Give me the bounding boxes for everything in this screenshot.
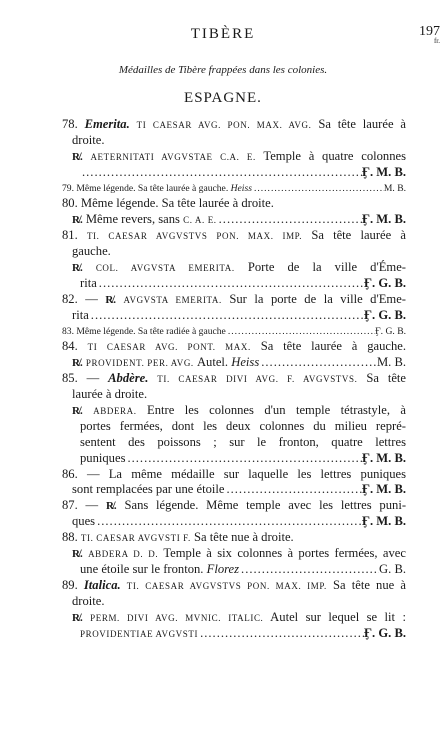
- reverse-mark: R̸.: [72, 150, 83, 163]
- page-number: [419, 26, 440, 45]
- entry-83: 83. Même légende. Sa tête radiée à gauche ..... Ӻ. G. B.: [62, 324, 406, 340]
- entry-88-reverse: R̸. ABDERA D. D. Temple à six colonnes à portes fermées, avec: [72, 546, 406, 561]
- entry-89-reverse: R̸. PERM. DIVI AVG. MVNIC. ITALIC. Autel sur lequel se lit :: [72, 609, 406, 624]
- page-number-note: fr.: [433, 37, 440, 45]
- entry-84: 84. TI CAESAR AVG. PONT. MAX. Sa tête laurée à gauche.: [62, 339, 406, 354]
- entry-85-line-5: sentent des poissons ; sur le fronton, quatre lettres: [80, 434, 406, 449]
- entry-81-reverse: R̸. COL. AVGVSTA EMERITA. Porte de la ville d'Éme-: [72, 260, 406, 275]
- legend: TI CAESAR AVG. PON. MAX. AVG.: [136, 120, 312, 130]
- entry-89-line-2: droite.: [72, 593, 105, 608]
- chapter-subtitle: Médailles de Tibère frappées dans les colonies.: [118, 64, 328, 76]
- entry-82-value: rita ..... Ӻ. G. B.: [62, 308, 406, 324]
- entry-89-value: PROVIDENTIAE AVGVSTI ..... Ӻ. G. B.: [62, 626, 406, 642]
- entry-86-line-1: 86. — La même médaille sur laquelle les lettres puniques: [62, 466, 406, 481]
- entry-79: 79. Même légende. Sa tête laurée à gauche. Heiss ..... M. B.: [62, 181, 406, 197]
- entry-78-line-2: droite.: [72, 132, 105, 147]
- entry-87-line-1: 87. — R̸. Sans légende. Même temple avec les lettres puni-: [62, 498, 406, 513]
- legend: AETERNITATI AVGVSTAE C.A. E.: [90, 151, 256, 162]
- entry-84-reverse: R̸. PROVIDENT. PER. AVG. Autel. Heiss ..... M. B.: [62, 355, 406, 371]
- entry-78-reverse: R̸. AETERNITATI AVGVSTAE C.A. E. Temple à quatre colonnes: [72, 148, 406, 163]
- entry-88-value: une étoile sur le fronton. Florez ..... G. B.: [62, 562, 406, 578]
- entry-82-line-1: 82. — R̸. AVGVSTA EMERITA. Sur la porte de la ville d'Eme-: [62, 291, 406, 306]
- entry-85-line-2: laurée à droite.: [72, 387, 148, 402]
- entries: [62, 117, 406, 641]
- entry-80: 80. Même légende. Sa tête laurée à droite.: [62, 196, 274, 211]
- entry-85-line-1: 85. — Abdère. TI. CAESAR DIVI AVG. F. AVGVSTVS. Sa tête: [62, 371, 406, 386]
- entry-city: Emerita.: [84, 117, 130, 131]
- entry-89-line-1: 89. Italica. TI. CAESAR AVGVSTVS PON. MAX. IMP. Sa tête nue à: [62, 577, 406, 592]
- entry-81-line-1: 81. TI. CAESAR AVGVSTVS PON. MAX. IMP. Sa tête laurée à: [62, 228, 406, 243]
- entry-85-reverse: R̸. ABDERA. Entre les colonnes d'un temple tétrastyle, à: [72, 403, 406, 418]
- entry-85-line-4: portes fermées, dont les deux colonnes du milieu repré-: [80, 418, 406, 433]
- running-head: TIBÈRE: [190, 26, 256, 42]
- entry-88: 88. TI. CAESAR AVGVSTI F. Sa tête nue à droite.: [62, 530, 294, 545]
- entry-78-value: ..... Ӻ. M. B.: [62, 165, 406, 181]
- entry-85-value: puniques ..... Ӻ. M. B.: [62, 451, 406, 467]
- entry-86-value: sont remplacées par une étoile ..... Ӻ. M. B.: [62, 482, 406, 498]
- page-number-value: 197: [419, 24, 440, 39]
- entry-80-reverse: R̸. Même revers, sans C. A. E. ..... Ӻ. M. B.: [62, 212, 406, 228]
- entry-81-line-2: gauche.: [72, 244, 111, 259]
- entry-81-value: rita ..... Ӻ. G. B.: [62, 276, 406, 292]
- entry-78-line-1: 78. Emerita. TI CAESAR AVG. PON. MAX. AVG. Sa tête laurée à: [62, 117, 406, 131]
- entry-87-value: ques ..... Ӻ. M. B.: [62, 514, 406, 530]
- section-heading: ESPAGNE.: [184, 90, 262, 106]
